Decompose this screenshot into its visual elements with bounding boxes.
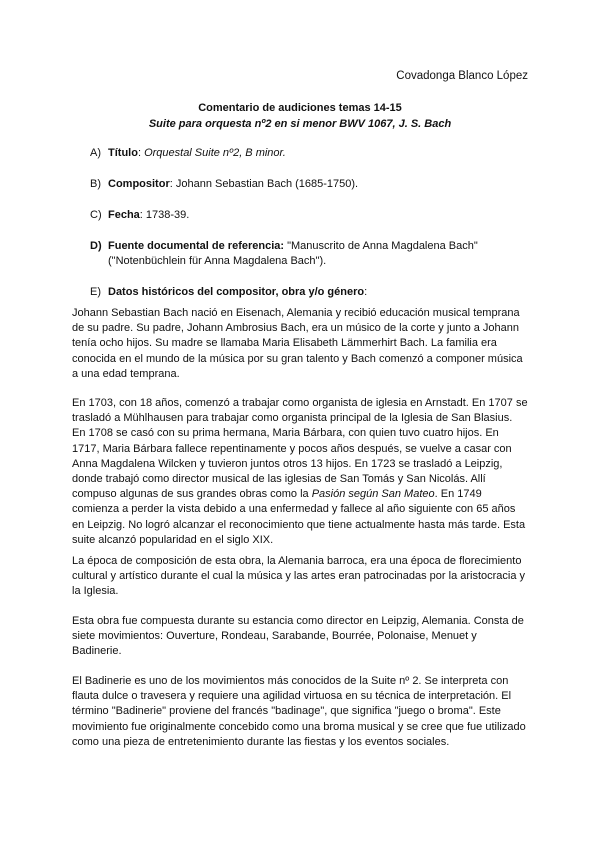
paragraph-text: . En 1749 comienza a perder la vista debido a una enfermedad y fallece al año siguiente con 65 años en Leipzig. No logró alcanzar el reconocimiento que tiene actualmente hasta más tarde. Esta suite alcanzó popularidad en el siglo XIX. <box>72 488 526 546</box>
item-label: Fuente documental de referencia: <box>108 240 285 252</box>
item-separator: : <box>139 209 146 221</box>
item-label: Título <box>108 147 138 159</box>
paragraph-text: En 1703, con 18 años, comenzó a trabajar como organista de iglesia en Arnstadt. En 1707 se trasladó a Mühlhausen para trabajar como organista principal de la Iglesia de San Blasius. En 1708 se casó con su prima hermana, Maria Bárbara, con quien tuvo cuatro hijos. En 1717, Maria Bárbara fallece repentinamente y pocos años después, se vuelve a casar con Anna Magdalena Wilcken y tuvieron juntos otros 13 hijos. En 1723 se trasladó a Leipzig, donde trabajó como director musical de las iglesias de San Tomás y San Nicolás. Allí compuso algunas de sus grandes obras como la <box>72 397 528 501</box>
list-item-history <box>90 285 530 300</box>
paragraph-biography-early: Johann Sebastian Bach nació en Eisenach, Alemania y recibió educación musical temprana de su padre. Su padre, Johann Ambrosius Bach, era un músico de la corte y junto a Johann tenía ocho hijos. Su madre se llamaba Maria Elisabeth Lämmerhirt Bach. La familia era conocida en el mundo de la música por su gran talento y Bach comenzó a componer música a una edad temprana. <box>72 307 523 380</box>
item-separator: : <box>169 178 176 190</box>
paragraph-historical-context: La época de composición de esta obra, la Alemania barroca, era una época de florecimiento cultural y artístico durante el cual la música y las artes eran patrocinadas por la aristocracia y la Iglesia. <box>72 555 526 598</box>
list-marker: B) <box>90 178 101 190</box>
item-value: "Manuscrito de Anna Magdalena Bach" ("Notenbüchlein für Anna Magdalena Bach"). <box>108 240 478 267</box>
paragraph-badinerie: El Badinerie es uno de los movimientos más conocidos de la Suite nº 2. Se interpreta con flauta dulce o travesera y requiere una agilidad virtuosa en su técnica de interpretación. El término "Badinerie" proviene del francés "badinage", que significa "juego o broma". Este movimiento fue originalmente concebido como una broma musical y se cree que fue utilizado como una pieza de entretenimiento durante las fiestas y los eventos sociales. <box>72 675 526 748</box>
author-name: Covadonga Blanco López <box>396 70 528 82</box>
paragraph-biography-career <box>72 396 528 548</box>
item-value: Johann Sebastian Bach (1685-1750). <box>175 178 359 190</box>
list-marker: E) <box>90 286 101 298</box>
item-value: 1738-39. <box>145 209 190 221</box>
work-title-italic: Pasión según San Mateo <box>311 488 435 501</box>
title-block <box>72 100 528 132</box>
item-label: Fecha <box>108 209 140 221</box>
item-value: Orquestal Suite nº2, B minor. <box>144 147 286 159</box>
list-item-title <box>90 146 530 161</box>
list-marker: D) <box>90 240 102 252</box>
info-list <box>90 146 530 316</box>
list-marker: C) <box>90 209 102 221</box>
paragraph-movements: Esta obra fue compuesta durante su estancia como director en Leipzig, Alemania. Consta de siete movimientos: Ouverture, Rondeau, Sarabande, Bourrée, Polonaise, Menuet y Badinerie. <box>72 615 524 658</box>
item-label: Datos históricos del compositor, obra y/o género <box>108 286 365 298</box>
list-marker: A) <box>90 147 101 159</box>
list-item-composer <box>90 177 530 192</box>
list-item-source <box>90 239 530 269</box>
document-subtitle: Suite para orquesta nº2 en si menor BWV 1067, J. S. Bach <box>148 118 452 130</box>
list-item-date <box>90 208 530 223</box>
document-title: Comentario de audiciones temas 14-15 <box>198 102 402 114</box>
item-separator: : <box>137 147 145 159</box>
item-label: Compositor <box>108 178 170 190</box>
item-separator: : <box>364 286 368 298</box>
